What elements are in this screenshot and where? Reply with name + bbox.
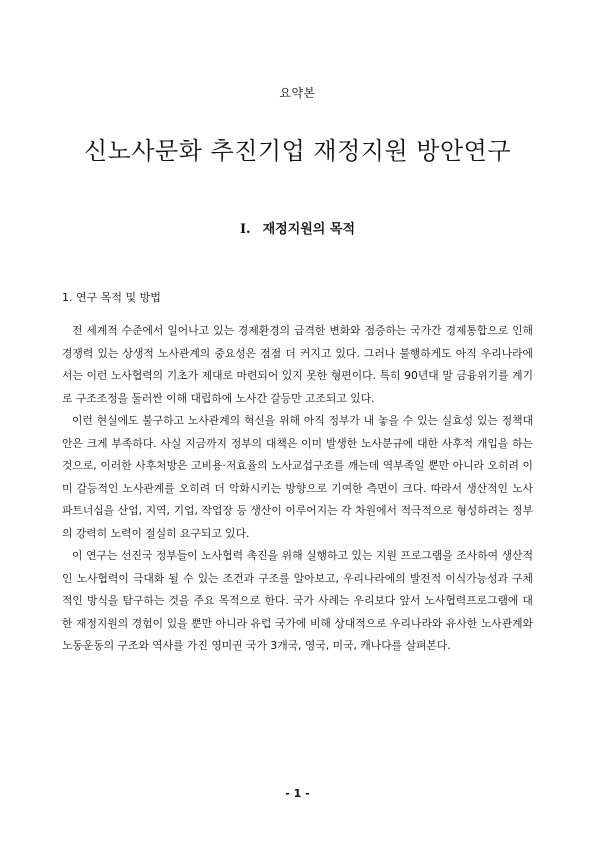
section-number: I. [239, 222, 251, 237]
subsection-heading: 1. 연구 목적 및 방법 [62, 291, 161, 304]
section-heading [0, 218, 595, 237]
page-number: - 1 - [285, 787, 310, 800]
body-text [62, 320, 533, 658]
document-label: 요약본 [279, 86, 316, 100]
paragraph: 이런 현실에도 불구하고 노사관계의 혁신을 위해 아직 정부가 내 놓을 수 있는 실효성 있는 정책대안은 크게 부족하다. 사실 지금까지 정부의 대책은 이미 발생한 노사분규에 대한 사후적 개입을 하는 것으로, 이러한 사후처방은 고비용·저효율의 노사교섭구조를 깨는데 역부족일 뿐만 아니라 오히려 이미 갈등적인 노사관계를 오히려 더 악화시키는 방향으로 기여한 측면이 크다. 따라서 생산적인 노사파트너십을 산업, 지역, 기업, 작업장 등 생산이 이루어지는 각 차원에서 적극적으로 형성하려는 정부의 강력히 노력이 절실히 요구되고 있다. [62, 414, 533, 540]
paragraph: 전 세계적 수준에서 일어나고 있는 경제환경의 급격한 변화와 점증하는 국가간 경제통합으로 인해 경쟁력 있는 상생적 노사관계의 중요성은 점점 더 커지고 있다. 그러나 불행하게도 아직 우리나라에서는 이런 노사협력의 기초가 제대로 마련되어 있지 못한 형편이다. 특히 90년대 말 금융위기를 계기로 구조조정을 둘러싼 이해 대립하에 노사간 갈등만 고조되고 있다. [62, 324, 533, 405]
section-title: 재정지원의 목적 [262, 222, 356, 237]
paragraph: 이 연구는 선진국 정부들이 노사협력 촉진을 위해 실행하고 있는 지원 프로그램을 조사하여 생산적인 노사협력이 극대화 될 수 있는 조건과 구조를 알아보고, 우리나라에의 발전적 이식가능성과 구체적인 방식을 탐구하는 것을 주요 목적으로 한다. 국가 사례는 우리보다 앞서 노사협력프로그램에 대한 재정지원의 경험이 있을 뿐만 아니라 유럽 국가에 비해 상대적으로 우리나라와 유사한 노사관계와 노동운동의 구조와 역사를 가진 영미권 국가 3개국, 영국, 미국, 캐나다를 살펴본다. [62, 549, 533, 652]
document-title: 신노사문화 추진기업 재정지원 방안연구 [83, 137, 511, 165]
